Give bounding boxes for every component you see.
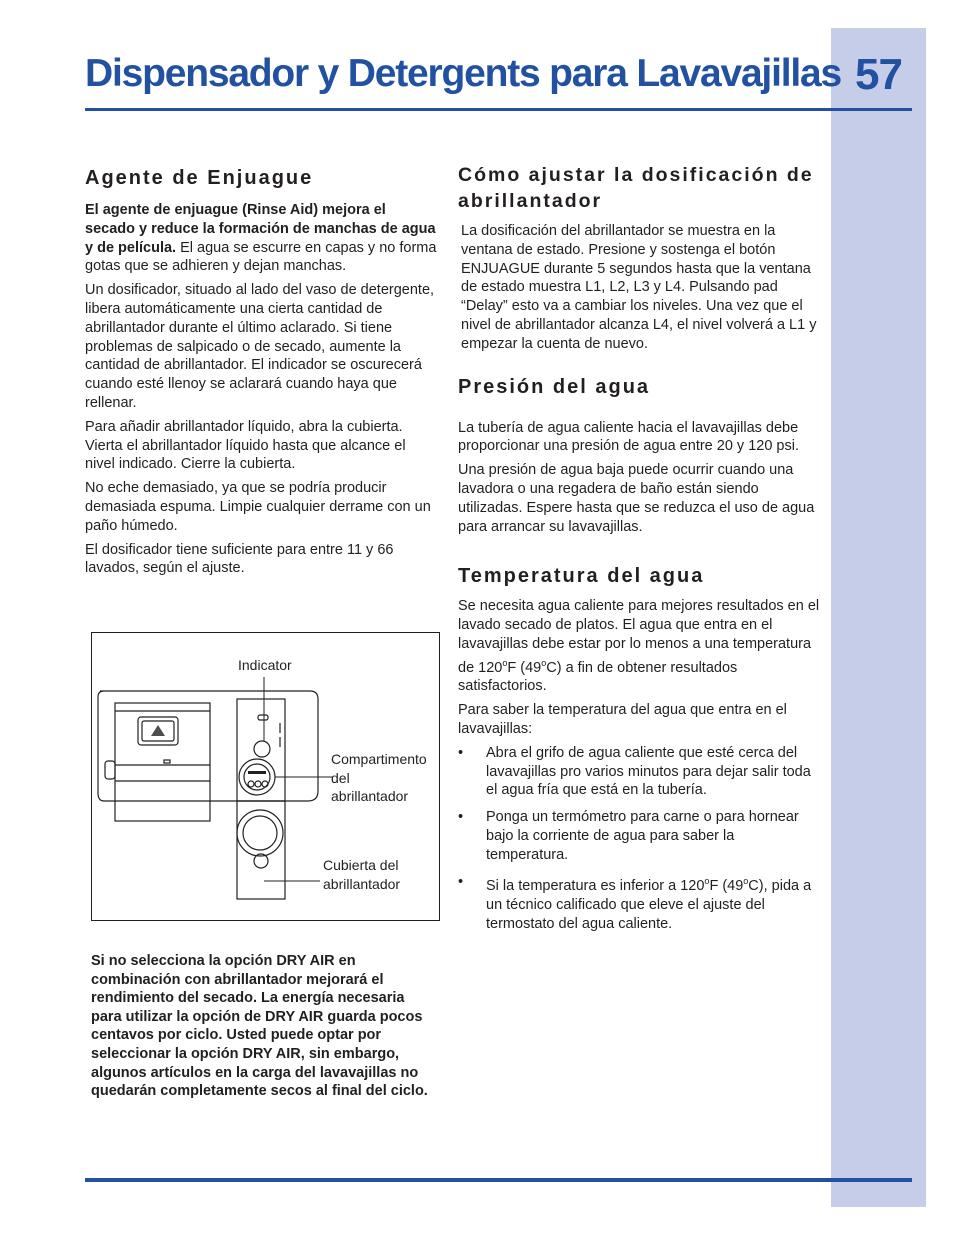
bullet-symbol: • [458, 809, 464, 826]
footer-rule [85, 1178, 912, 1182]
cover-label-line1: Cubierta del [323, 857, 399, 873]
temp-text-a: Se necesita agua caliente para mejores resultados en el lavado secado de platos. El agua que entra en el lavavajillas debe estar por lo menos a una temperatura de 120 [458, 598, 820, 676]
capacity-paragraph: El dosificador tiene suficiente para entre 11 y 66 lavados, según el ajuste. [85, 541, 394, 577]
compartment-label-line3: abrillantador [331, 788, 409, 804]
bullet-text: Ponga un termómetro para carne o para hornear bajo la corriente de agua para saber la temperatura. [486, 809, 799, 863]
degree-sign: o [541, 657, 547, 668]
page-title: Dispensador y Detergents para Lavavajillas [85, 52, 841, 95]
bullet-symbol: • [458, 873, 464, 890]
bullet-item [458, 808, 820, 864]
dispenser-figure [91, 632, 440, 921]
water-temperature-paragraph-1 [458, 597, 820, 696]
water-temperature-paragraph-2: Para saber la temperatura del agua que entra en el lavavajillas: [458, 702, 787, 737]
bullet-item [458, 873, 820, 934]
rinse-aid-intro [85, 201, 437, 276]
cover-label-line2: abrillantador [323, 875, 401, 892]
temp-text-b: F (49 [507, 659, 542, 676]
bullet-text: Abra el grifo de agua caliente que esté cerca del lavavajillas pro varios minutos para dejar salir toda el agua fría que está en la tubería. [486, 744, 811, 799]
bullet-item [458, 744, 820, 800]
degree-sign: o [502, 657, 508, 668]
rinse-aid-intro-rest: El agua se escurre en capas y no forma gotas que se adhieren y dejan manchas. [85, 239, 437, 275]
header-rule [85, 108, 912, 111]
degree-sign: o [743, 876, 749, 887]
side-tab [831, 28, 926, 1207]
dispenser-paragraph: Un dosificador, situado al lado del vaso de detergente, libera automáticamente una cierta cantidad de abrillantador durante el último aclarado. Si tiene problemas de salpicado o de secado, aumente la cantidad de abrillantador. El indicador se oscurecerá cuando esté llenoy se aclarará cuando haya que rellenar. [85, 282, 435, 411]
adjust-dosage-paragraph: La dosificación del abrillantador se muestra en la ventana de estado. Presione y sostenga el botón ENJUAGUE durante 5 segundos hasta que la ventana de estado muestra L1, L2, L3 y L4. Pulsando pad “Delay” esto va a cambiar los niveles. Una vez que el nivel de abrillantador alcanza L4, el nivel volverá a L1 y empezar la cuenta de nuevo. [461, 223, 817, 352]
bullet-symbol: • [458, 744, 464, 761]
bullet3-text-b: F (49 [709, 878, 744, 895]
bullet3-text-c: C), pida a un técnico calificado que eleve el ajuste del termostato del agua caliente. [486, 878, 812, 932]
bullet3-text-a: Si la temperatura es inferior a 120 [486, 878, 705, 895]
right-column [458, 162, 820, 939]
compartment-label-line1: Compartimento [331, 751, 427, 767]
add-rinse-aid-paragraph: Para añadir abrillantador líquido, abra la cubierta. Vierta el abrillantador líquido hasta que alcance el nivel indicado. Cierre la cubierta. [85, 418, 406, 473]
dry-air-note: Si no selecciona la opción DRY AIR en combinación con abrillantador mejorará el rendimiento del secado. La energía necesaria para utilizar la opción de DRY AIR guarda pocos centavos por ciclo. Usted puede optar por seleccionar la opción DRY AIR, sin embargo, algunos artículos en la carga del lavavajillas no quedarán completamente secos al final del ciclo. [91, 953, 428, 1100]
water-pressure-paragraph-2: Una presión de agua baja puede ocurrir cuando una lavadora o una regadera de baño están siendo utilizadas. Espere hasta que se reduzca el uso de agua para arrancar su lavavajillas. [458, 462, 815, 535]
overfill-paragraph: No eche demasiado, ya que se podría producir demasiada espuma. Limpie cualquier derrame con un paño húmedo. [85, 480, 431, 534]
compartment-label-line2: del [331, 769, 350, 786]
compartment-label [331, 750, 427, 806]
rinse-aid-heading: Agente de Enjuague [85, 167, 314, 189]
water-pressure-paragraph-1: La tubería de agua caliente hacia el lavavajillas debe proporcionar una presión de agua entre 20 y 120 psi. [458, 419, 799, 455]
adjust-dosage-heading: Cómo ajustar la dosificación de abrillantador [458, 164, 814, 212]
water-temperature-heading: Temperatura del agua [458, 565, 705, 588]
temp-text-c: C) a fin de obtener resultados satisfactorios. [458, 659, 738, 695]
indicator-label: Indicator [238, 657, 292, 673]
bullet-text [486, 878, 811, 932]
rinse-aid-intro-bold: El agente de enjuague (Rinse Aid) mejora el secado y reduce la formación de manchas de agua y de película. [85, 202, 436, 256]
cover-label [323, 856, 400, 893]
water-pressure-heading: Presión del agua [458, 375, 651, 398]
page-number: 57 [855, 50, 902, 99]
left-column [85, 165, 437, 583]
degree-sign: o [704, 876, 710, 887]
